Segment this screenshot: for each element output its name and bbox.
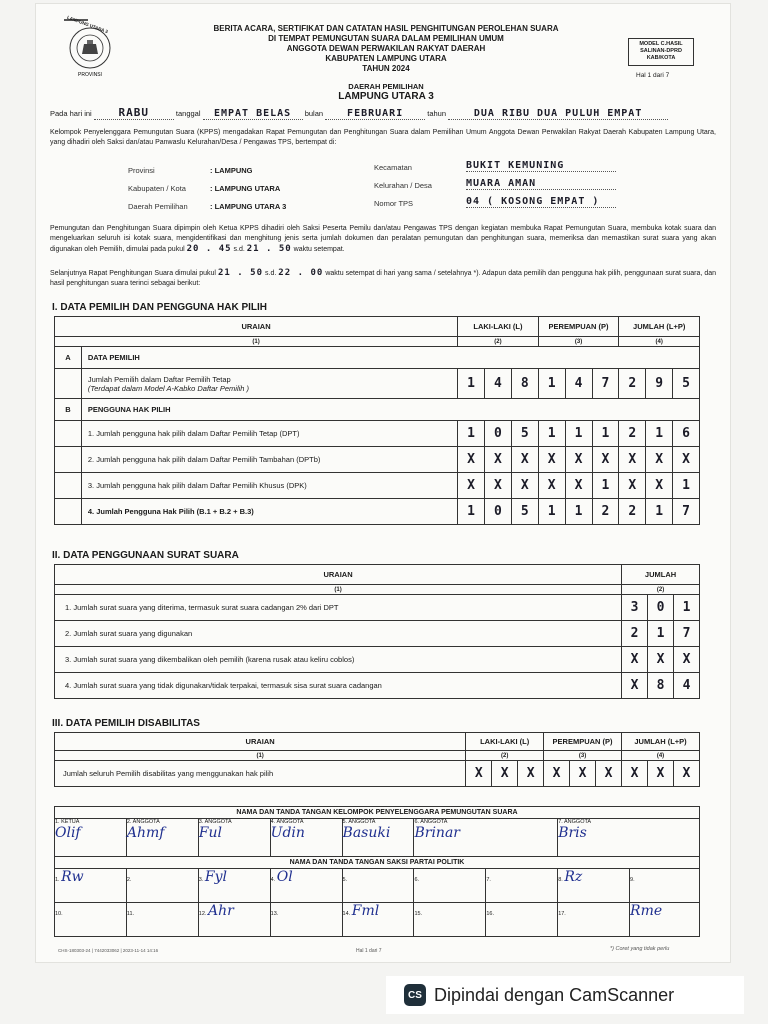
th-sub: (2) (458, 337, 539, 347)
digit: X (674, 647, 700, 673)
kpps-signature-cell (558, 819, 700, 857)
th-jumlah: JUMLAH (622, 565, 700, 585)
table-row (55, 761, 700, 787)
saksi-cell (55, 903, 127, 937)
signature: Rme (630, 903, 663, 919)
digit: 6 (673, 421, 700, 447)
logo-text: LAMPUNG UTARA 3 (66, 14, 109, 35)
title-line: ANGGOTA DEWAN PERWAKILAN RAKYAT DAERAH (286, 44, 486, 53)
digit: 1 (674, 595, 700, 621)
digit: X (511, 447, 538, 473)
tahun-value: DUA RIBU DUA PULUH EMPAT (473, 108, 643, 119)
kabkota-label: Kabupaten / Kota (128, 184, 186, 193)
ballot-usage-table (54, 564, 700, 699)
digit: 1 (538, 369, 565, 399)
signature: Rw (61, 869, 84, 885)
role-label: 3. ANGGOTA (198, 819, 232, 825)
count-sd: s.d. (265, 270, 277, 277)
footer-code: CHS-180303-24 | 7442033062 | 2023-11-14 14:16 (58, 948, 159, 953)
digit: X (647, 761, 673, 787)
th-sub: (1) (55, 337, 458, 347)
saksi-number: 15. (414, 911, 423, 917)
page-number: Hal 1 dari 7 (636, 72, 670, 79)
th-sub: (2) (466, 751, 544, 761)
saksi-number: 16. (486, 911, 494, 917)
saksi-number: 11. (126, 911, 135, 917)
kpps-signature-cell (55, 819, 127, 857)
table-row (55, 447, 700, 473)
saksi-cell (630, 903, 700, 937)
digit: 4 (674, 673, 700, 699)
bulan-value: FEBRUARI (347, 108, 404, 119)
digit: X (485, 473, 512, 499)
digit: X (485, 447, 512, 473)
kpps-signature-cell (126, 819, 198, 857)
saksi-cell (55, 869, 127, 903)
count-tail: waktu setempat di hari yang sama / setelahnya *). Adapun data pemilih dan pengguna hak pilih, penggunaan surat suara, dan hasil penghitungan suara terinci sebagai berikut: (50, 270, 717, 287)
title-line: TAHUN 2024 (362, 64, 410, 73)
footer-note: *) Coret yang tidak perlu (610, 946, 670, 952)
saksi-cell (558, 869, 630, 903)
th-perempuan: PEREMPUAN (P) (544, 733, 622, 751)
digit: 2 (592, 499, 619, 525)
digit: 5 (511, 499, 538, 525)
digit: 2 (619, 499, 646, 525)
section2-title: II. DATA PENGGUNAAN SURAT SUARA (52, 550, 239, 561)
th-uraian: URAIAN (55, 317, 458, 337)
tanggal-value: EMPAT BELAS (213, 108, 292, 119)
table-row (55, 421, 700, 447)
disability-table (54, 732, 700, 787)
row-label: 3. Jumlah pengguna hak pilih dalam Daftar Pemilih Khusus (DPK) (81, 473, 457, 499)
model-box (628, 38, 694, 66)
signature: Basuki (342, 825, 391, 841)
logo-sub: PROVINSI (78, 72, 102, 78)
row-label: 2. Jumlah pengguna hak pilih dalam Daftar Pemilih Tambahan (DPTb) (81, 447, 457, 473)
role-label: 2. ANGGOTA (126, 819, 160, 825)
camscanner-text: Dipindai dengan CamScanner (434, 984, 675, 1005)
signature: Bris (558, 825, 587, 841)
dapil-label: DAERAH PEMILIHAN (348, 82, 424, 91)
role-label: 4. ANGGOTA (270, 819, 304, 825)
kpps-signature-cell (270, 819, 342, 857)
digit: X (619, 473, 646, 499)
group-label: PENGGUNA HAK PILIH (81, 399, 699, 421)
digit: 1 (458, 421, 485, 447)
saksi-signature-title: NAMA DAN TANDA TANGAN SAKSI PARTAI POLITIK (55, 857, 700, 869)
saksi-cell (198, 869, 270, 903)
saksi-number: 9. (630, 877, 635, 883)
digit: 7 (674, 621, 700, 647)
saksi-cell (270, 869, 342, 903)
row-label: 4. Jumlah surat suara yang tidak digunakan/tidak terpakai, termasuk sisa surat suara cadangan (55, 673, 622, 699)
table-row (55, 673, 700, 699)
digit: 2 (622, 621, 648, 647)
process-start: 20 . 45 (186, 244, 232, 254)
digit: X (646, 473, 673, 499)
row-sublabel: (Terdapat dalam Model A-Kabko Daftar Pemilih ) (87, 383, 250, 393)
digit: 1 (538, 421, 565, 447)
section1-title: I. DATA PEMILIH DAN PENGGUNA HAK PILIH (52, 302, 267, 313)
signature: Olif (55, 825, 81, 841)
th-uraian: URAIAN (55, 733, 466, 751)
digit: X (565, 473, 592, 499)
th-laki: LAKI-LAKI (L) (466, 733, 544, 751)
digit: 1 (648, 621, 674, 647)
group-code: B (55, 399, 82, 421)
digit: X (538, 447, 565, 473)
footer-page: Hal 1 dari 7 (356, 948, 382, 954)
table-row (55, 369, 700, 399)
saksi-number: 12. (198, 911, 207, 917)
digit: 1 (646, 421, 673, 447)
digit: 7 (592, 369, 619, 399)
th-sub: (4) (622, 751, 700, 761)
digit: X (622, 647, 648, 673)
saksi-number: 4. (270, 877, 276, 883)
saksi-cell (342, 869, 414, 903)
title-line: DI TEMPAT PEMUNGUTAN SUARA DALAM PEMILIHAN UMUM (268, 34, 504, 43)
digit: 0 (485, 421, 512, 447)
digit: 1 (458, 369, 485, 399)
digit: X (458, 447, 485, 473)
kpps-signature-cell (414, 819, 558, 857)
saksi-number: 7. (486, 877, 491, 883)
table-row (55, 473, 700, 499)
signature: Fyl (204, 869, 228, 885)
section3-title: III. DATA PEMILIH DISABILITAS (52, 718, 200, 729)
digit: 1 (592, 421, 619, 447)
date-prefix: Pada hari ini (50, 109, 92, 118)
signature: Ahr (207, 903, 234, 919)
signature: Ful (198, 825, 222, 841)
signature: Ol (276, 869, 293, 885)
saksi-cell (342, 903, 414, 937)
saksi-cell (486, 903, 558, 937)
digit: 1 (538, 499, 565, 525)
digit: X (458, 473, 485, 499)
digit: 2 (619, 421, 646, 447)
kpps-signature-cell (342, 819, 414, 857)
th-sub: (2) (622, 585, 700, 595)
bulan-label: bulan (304, 109, 324, 118)
digit: 1 (458, 499, 485, 525)
th-perempuan: PEREMPUAN (P) (538, 317, 619, 337)
th-jumlah: JUMLAH (L+P) (619, 317, 700, 337)
saksi-number: 5. (342, 877, 348, 883)
model-line: SALINAN-DPRD (640, 48, 682, 54)
signature: Fml (351, 903, 380, 919)
row-label: 3. Jumlah surat suara yang dikembalikan oleh pemilih (karena rusak atau keliru coblos) (55, 647, 622, 673)
digit: X (570, 761, 596, 787)
saksi-cell (414, 869, 486, 903)
digit: X (466, 761, 492, 787)
digit: 2 (619, 369, 646, 399)
intro-paragraph: Kelompok Penyelenggara Pemungutan Suara (KPPS) mengadakan Rapat Pemungutan dan Penghitungan Suara dalam Pemilihan Umum Anggota Dewan Perwakilan Rakyat Daerah Kabupaten Lampung Utara, yang dihadiri oleh Saksi dan/atau Panwaslu Kelurahan/Desa / Pengawas TPS, bertempat di: (50, 129, 716, 146)
row-label: 4. Jumlah Pengguna Hak Pilih (B.1 + B.2 + B.3) (81, 499, 457, 525)
provinsi-value: : LAMPUNG (210, 166, 253, 175)
saksi-cell (630, 869, 700, 903)
digit: 0 (648, 595, 674, 621)
tanggal-label: tanggal (175, 109, 201, 118)
digit: X (673, 447, 700, 473)
digit: X (646, 447, 673, 473)
count-end: 22 . 00 (278, 268, 324, 278)
saksi-cell (126, 903, 198, 937)
saksi-number: 17. (558, 911, 566, 917)
model-line: KAB/KOTA (646, 55, 676, 61)
tahun-label: tahun (427, 109, 447, 118)
dapil-loc-value: : LAMPUNG UTARA 3 (210, 202, 287, 211)
digit: 5 (511, 421, 538, 447)
provinsi-label: Provinsi (128, 166, 155, 175)
digit: 1 (592, 473, 619, 499)
digit: 9 (646, 369, 673, 399)
kpps-signature-cell (198, 819, 270, 857)
row-label: 2. Jumlah surat suara yang digunakan (55, 621, 622, 647)
date-row (50, 106, 720, 126)
title-line: KABUPATEN LAMPUNG UTARA (325, 54, 447, 63)
document-title (156, 24, 616, 74)
digit: X (538, 473, 565, 499)
saksi-number: 2. (126, 877, 132, 883)
camscanner-icon: CS (404, 984, 426, 1006)
dapil-name: LAMPUNG UTARA 3 (338, 91, 434, 102)
location-right (374, 160, 616, 214)
kabkota-value: : LAMPUNG UTARA (210, 184, 281, 193)
saksi-number: 14. (342, 911, 351, 917)
signature: Ahmf (126, 825, 165, 841)
digit: 0 (485, 499, 512, 525)
process-text: Pemungutan dan Penghitungan Suara dipimpin oleh Ketua KPPS dihadiri oleh Saksi Peserta Pemilu dan/atau Pengawas TPS dengan kegiatan membuka Rapat Pemungutan Suara, membuka kotak suara dan mengeluarkan seluruh isi kotak suara, mengidentifikasi dan menghitung jenis serta jumlah dokumen dan peralatan pemungutan dan penghitungan suara, memeriksa dan memastikan surat suara yang akan digunakan oleh Pemilih, dimulai pada pukul (50, 225, 716, 253)
digit: X (492, 761, 518, 787)
digit: X (596, 761, 622, 787)
th-sub: (3) (538, 337, 619, 347)
dapil-loc-label: Daerah Pemilihan (128, 202, 188, 211)
model-line: MODEL C.HASIL (639, 41, 683, 47)
kecamatan-label: Kecamatan (374, 163, 412, 172)
digit: X (619, 447, 646, 473)
th-jumlah: JUMLAH (L+P) (622, 733, 700, 751)
saksi-number: 3. (198, 877, 204, 883)
group-label: DATA PEMILIH (81, 347, 699, 369)
saksi-cell (414, 903, 486, 937)
kelurahan-value: MUARA AMAN (466, 178, 616, 190)
row-label: 1. Jumlah pengguna hak pilih dalam Daftar Pemilih Tetap (DPT) (81, 421, 457, 447)
digit: 4 (485, 369, 512, 399)
day-value: RABU (118, 106, 150, 119)
digit: X (648, 647, 674, 673)
digit: X (518, 761, 544, 787)
signature-table (54, 806, 700, 937)
group-code: A (55, 347, 82, 369)
digit: 7 (673, 499, 700, 525)
digit: 1 (565, 499, 592, 525)
saksi-cell (270, 903, 342, 937)
voter-data-table (54, 316, 700, 525)
saksi-number: 13. (270, 911, 279, 917)
process-end: 21 . 50 (246, 244, 292, 254)
kecamatan-value: BUKIT KEMUNING (466, 160, 616, 172)
saksi-number: 8. (558, 877, 563, 883)
saksi-number: 1. (55, 877, 60, 883)
signature: Brinar (414, 825, 460, 841)
digit: 8 (511, 369, 538, 399)
signature: Rz (564, 869, 583, 885)
count-paragraph (50, 268, 716, 289)
digit: X (673, 761, 699, 787)
saksi-cell (126, 869, 198, 903)
digit: 3 (622, 595, 648, 621)
saksi-cell (198, 903, 270, 937)
table-row (55, 499, 700, 525)
role-label: 1. KETUA (55, 819, 80, 825)
kpps-signature-title: NAMA DAN TANDA TANGAN KELOMPOK PENYELENGGARA PEMUNGUTAN SUARA (55, 807, 700, 819)
digit: X (592, 447, 619, 473)
digit: 5 (673, 369, 700, 399)
saksi-cell (558, 903, 630, 937)
row-label: Jumlah seluruh Pemilih disabilitas yang menggunakan hak pilih (55, 761, 466, 787)
count-prefix: Selanjutnya Rapat Penghitungan Suara dimulai pukul (50, 270, 216, 277)
digit: X (511, 473, 538, 499)
digit: 4 (565, 369, 592, 399)
row-label: 1. Jumlah surat suara yang diterima, termasuk surat suara cadangan 2% dari DPT (55, 595, 622, 621)
digit: X (544, 761, 570, 787)
th-sub: (1) (55, 751, 466, 761)
document-page (36, 4, 730, 962)
role-label: 6. ANGGOTA (414, 819, 448, 825)
title-line: BERITA ACARA, SERTIFIKAT DAN CATATAN HASIL PENGHITUNGAN PEROLEHAN SUARA (213, 24, 559, 33)
location-left (128, 166, 286, 220)
process-tail: waktu setempat. (293, 246, 345, 253)
th-uraian: URAIAN (55, 565, 622, 585)
digit: 8 (648, 673, 674, 699)
th-sub: (3) (544, 751, 622, 761)
kelurahan-label: Kelurahan / Desa (374, 181, 432, 190)
tps-value: 04 ( KOSONG EMPAT ) (466, 196, 616, 208)
tps-label: Nomor TPS (374, 199, 414, 208)
process-sd: s.d. (233, 246, 245, 253)
count-start: 21 . 50 (217, 268, 263, 278)
camscanner-watermark (386, 976, 744, 1014)
digit: X (565, 447, 592, 473)
digit: 1 (646, 499, 673, 525)
digit: X (622, 673, 648, 699)
digit: 1 (565, 421, 592, 447)
saksi-cell (486, 869, 558, 903)
th-sub: (4) (619, 337, 700, 347)
table-row (55, 595, 700, 621)
saksi-number: 6. (414, 877, 420, 883)
role-label: 5. ANGGOTA (342, 819, 376, 825)
table-row (55, 647, 700, 673)
saksi-number: 10. (55, 911, 63, 917)
role-label: 7. ANGGOTA (558, 819, 592, 825)
table-row (55, 621, 700, 647)
th-laki: LAKI-LAKI (L) (458, 317, 539, 337)
digit: 1 (673, 473, 700, 499)
row-label: Jumlah Pemilih dalam Daftar Pemilih Tetap (87, 374, 231, 384)
th-sub: (1) (55, 585, 622, 595)
process-paragraph (50, 224, 716, 255)
digit: X (622, 761, 648, 787)
signature: Udin (270, 825, 305, 841)
